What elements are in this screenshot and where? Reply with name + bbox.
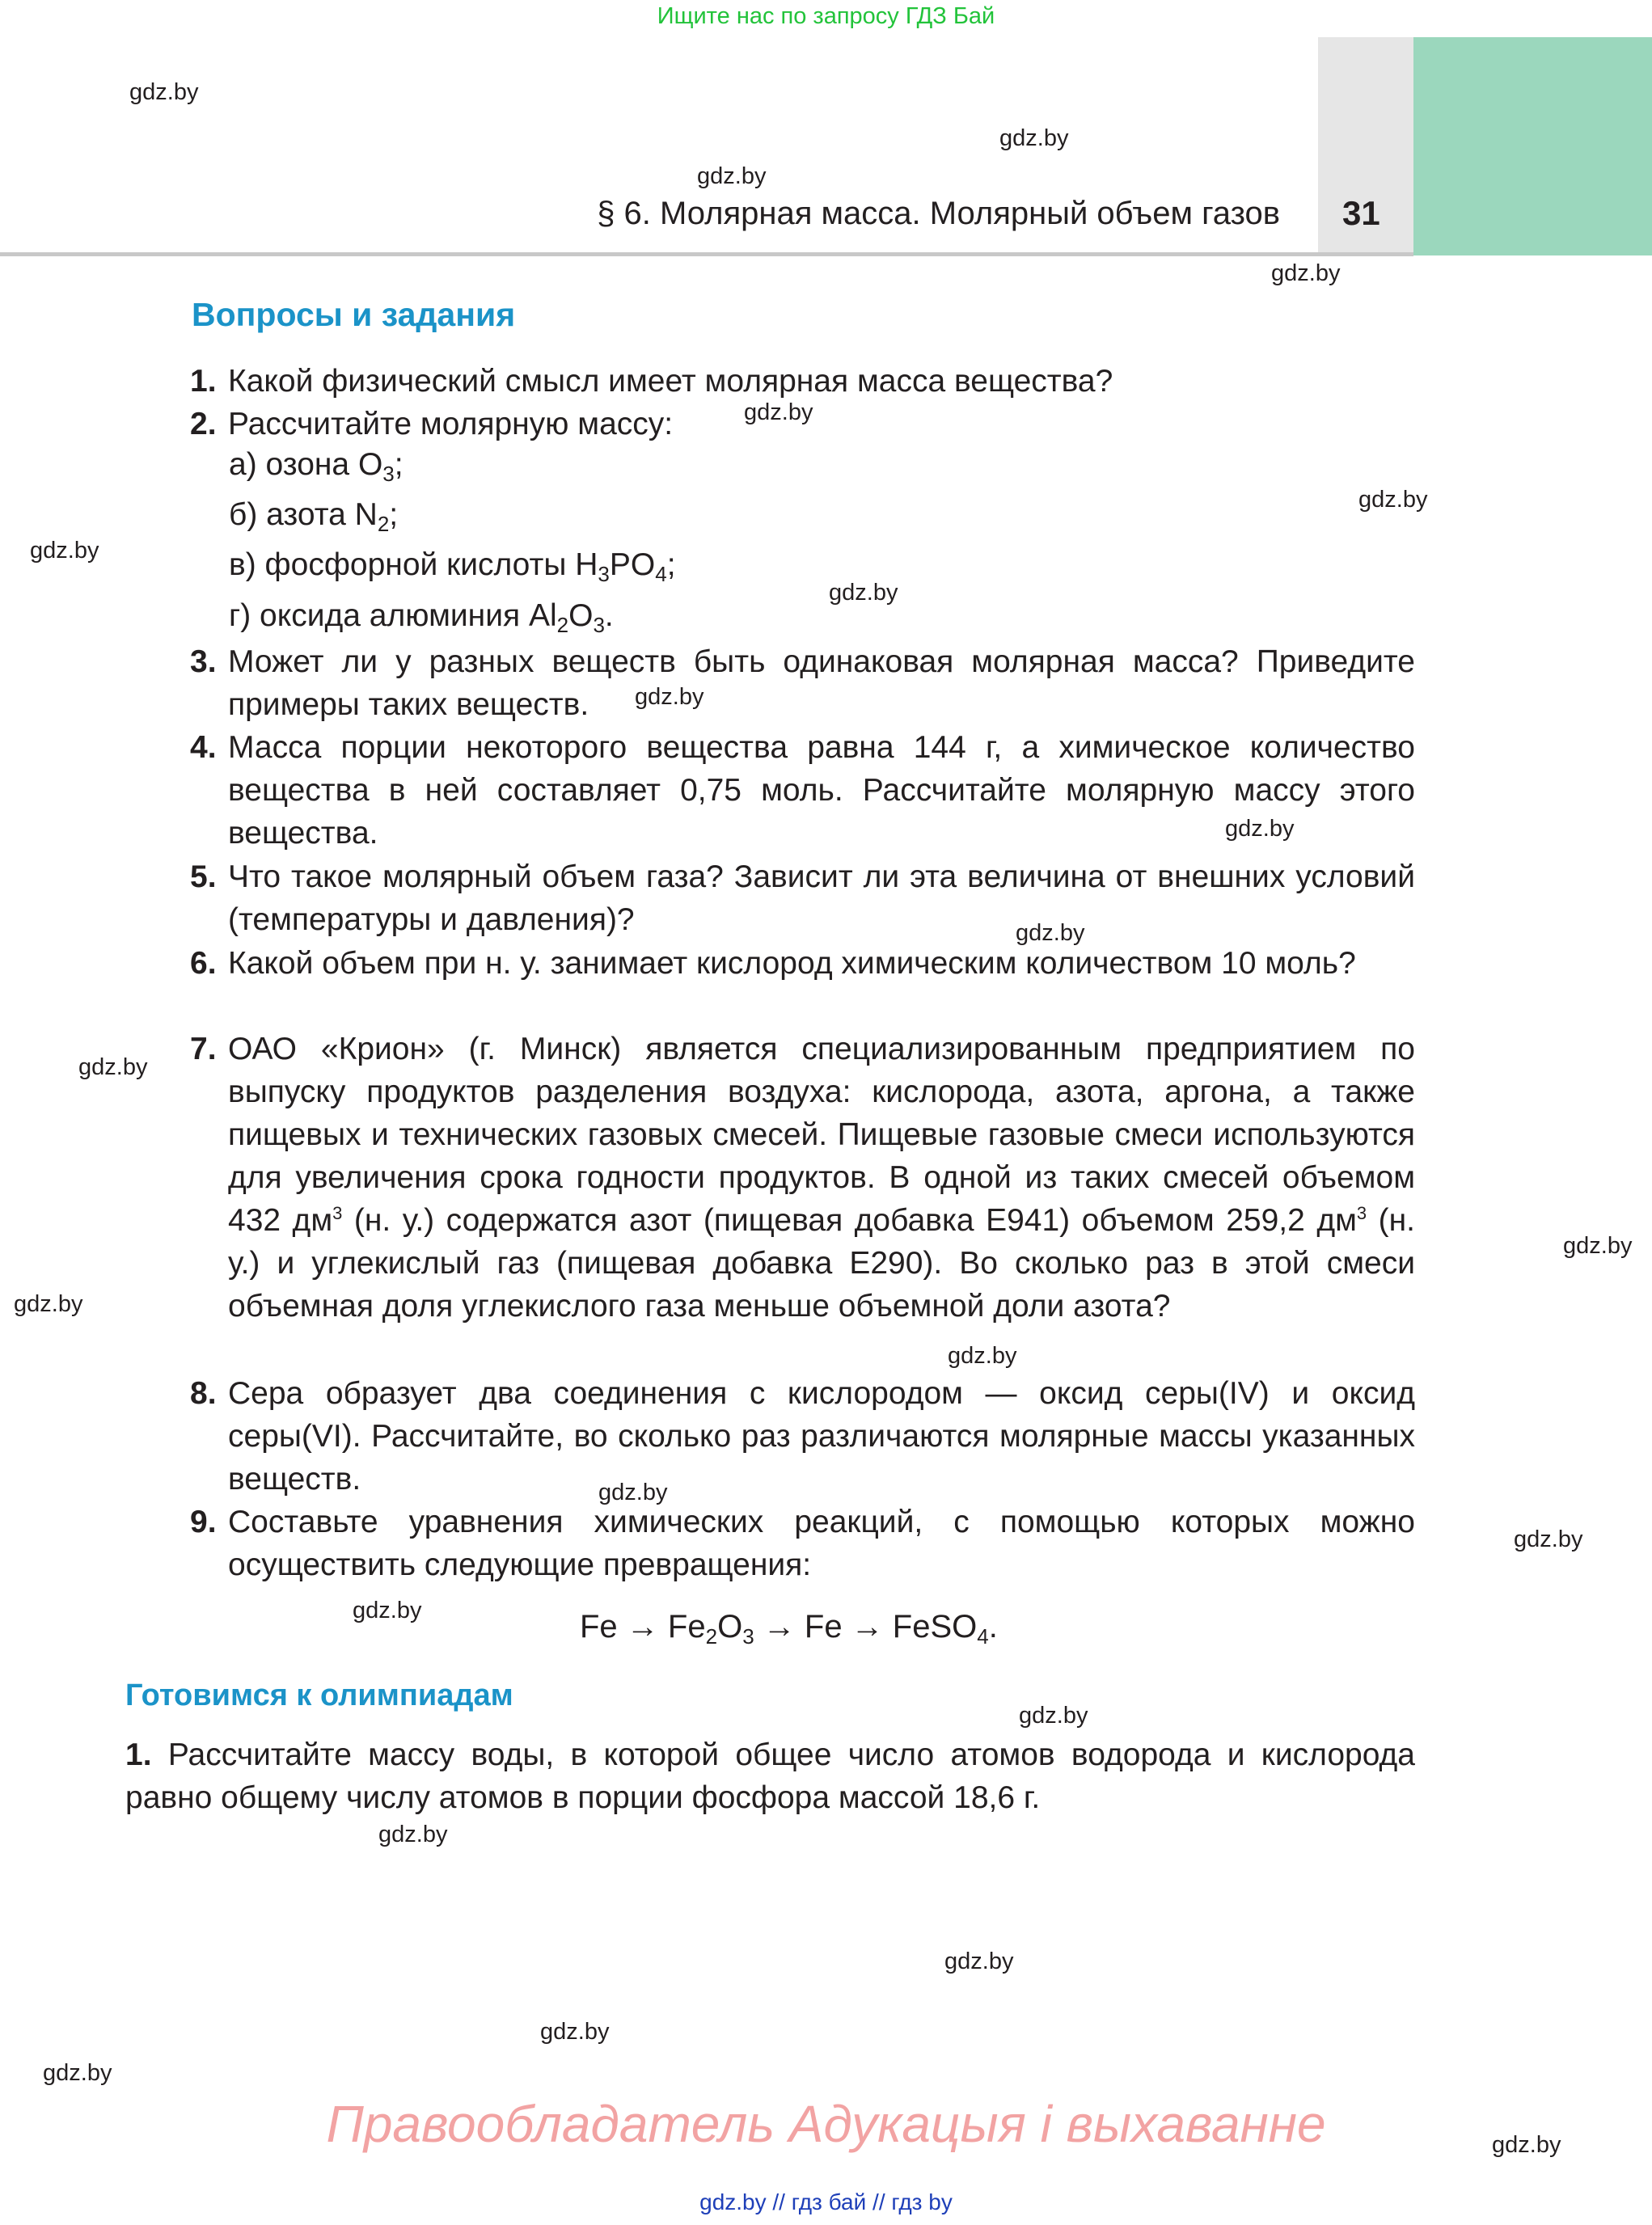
watermark: gdz.by — [1016, 920, 1085, 946]
watermark: gdz.by — [944, 1948, 1014, 1974]
header-divider — [0, 252, 1413, 256]
question-3 — [190, 640, 1415, 726]
question-number: 4. — [190, 730, 217, 765]
subitem-c: в) фосфорной кислоты $H_3PO_4$; — [229, 547, 676, 586]
question-9 — [190, 1501, 1415, 1586]
olympiad-task-1 — [125, 1733, 1415, 1819]
task-number: 1. — [125, 1737, 152, 1772]
footer-links[interactable]: gdz.by // гдз бай // гдз by — [699, 2189, 953, 2214]
question-number: 9. — [190, 1505, 217, 1539]
question-text: Какой объем при н. у. занимает кислород химическим количеством 10 моль? — [228, 946, 1356, 981]
watermark: gdz.by — [829, 580, 898, 606]
watermark: gdz.by — [78, 1054, 148, 1080]
chapter-title: § 6. Молярная масса. Молярный объем газов — [597, 196, 1280, 231]
question-6 — [190, 942, 1415, 985]
section-title-olympiad: Готовимся к олимпиадам — [125, 1678, 513, 1712]
watermark: gdz.by — [129, 79, 199, 105]
page-number: 31 — [1342, 194, 1380, 232]
watermark: gdz.by — [378, 1822, 448, 1847]
question-text: Может ли у разных веществ быть одинаковая молярная масса? Приведите примеры таких веществ. — [228, 644, 1415, 722]
watermark: gdz.by — [697, 163, 767, 189]
question-number: 5. — [190, 859, 217, 894]
watermark: gdz.by — [1358, 487, 1428, 513]
question-number: 2. — [190, 407, 217, 441]
section-title-questions: Вопросы и задания — [192, 296, 516, 333]
question-number: 3. — [190, 644, 217, 679]
watermark: gdz.by — [353, 1598, 422, 1623]
question-text: Что такое молярный объем газа? Зависит ли эта величина от внешних условий (температуры и давления)? — [228, 859, 1415, 937]
watermark: gdz.by — [14, 1291, 83, 1317]
question-4 — [190, 726, 1415, 855]
rights-holder-notice: Правообладатель Адукацыя і выхаванне — [326, 2095, 1326, 2153]
question-2 — [190, 403, 1415, 445]
reaction-chain-formula: $Fe \to Fe_2O_3 \to Fe$ → FeSO$_4$. — [580, 1609, 998, 1649]
watermark: gdz.by — [744, 399, 813, 425]
watermark: gdz.by — [30, 538, 99, 564]
task-text: Рассчитайте массу воды, в которой общее число атомов водорода и кислорода равно общему числу атомов в порции фосфора массой 18,6 г. — [125, 1737, 1415, 1815]
watermark: gdz.by — [1271, 260, 1341, 286]
subitem-d: г) оксида алюминия $Al_2O_3$. — [229, 598, 614, 637]
watermark: gdz.by — [635, 684, 704, 710]
question-5 — [190, 855, 1415, 941]
watermark: gdz.by — [999, 125, 1069, 151]
subitem-a: а) озона $O_3$; — [229, 447, 403, 486]
question-7 — [190, 1028, 1415, 1328]
question-text: Масса порции некоторого вещества равна 144 г, а химическое количество вещества в ней составляет 0,75 моль. Рассчитайте молярную массу этого вещества. — [228, 730, 1415, 851]
watermark: gdz.by — [1514, 1526, 1583, 1552]
question-number: 7. — [190, 1032, 217, 1066]
question-1 — [190, 360, 1415, 403]
question-number: 8. — [190, 1376, 217, 1411]
watermark: gdz.by — [540, 2019, 610, 2045]
question-text: Какой физический смысл имеет молярная масса вещества? — [228, 364, 1113, 399]
question-text: Рассчитайте молярную массу: — [228, 407, 674, 441]
subitem-b: б) азота $N_2$; — [229, 497, 399, 536]
watermark: gdz.by — [1492, 2132, 1561, 2158]
question-text: Составьте уравнения химических реакций, с помощью которых можно осуществить следующие превращения: — [228, 1505, 1415, 1582]
header-color-tab — [1413, 37, 1652, 255]
question-text: Сера образует два соединения с кислородом — оксид серы(IV) и оксид серы(VI). Рассчитайте, во сколько раз различаются молярные массы указанных веществ. — [228, 1376, 1415, 1497]
watermark: gdz.by — [948, 1343, 1017, 1369]
watermark: gdz.by — [1019, 1703, 1088, 1729]
watermark: gdz.by — [598, 1480, 668, 1505]
watermark: gdz.by — [1563, 1233, 1633, 1259]
question-number: 1. — [190, 364, 217, 399]
top-banner[interactable]: Ищите нас по запросу ГДЗ Бай — [657, 3, 995, 29]
watermark: gdz.by — [43, 2060, 112, 2086]
question-8 — [190, 1372, 1415, 1501]
question-text: ОАО «Крион» (г. Минск) является специализированным предприятием по выпуску продуктов разделения воздуха: кислорода, азота, аргона, а также пищевых и технических газовых смесей. Пищевые газовые смеси используются для увеличения срока годности продуктов. В одной из таких смесей объемом 432 $дм^3$ (н. у.) содержатся азот (пищевая добавка Е941) объемом 259,2 $дм^3$ (н. у.) и углекислый газ (пищевая добавка Е290). Во сколько раз в этой смеси объемная доля углекислого газа меньше объемной доли азота? — [228, 1032, 1415, 1324]
watermark: gdz.by — [1225, 816, 1295, 842]
question-number: 6. — [190, 946, 217, 981]
